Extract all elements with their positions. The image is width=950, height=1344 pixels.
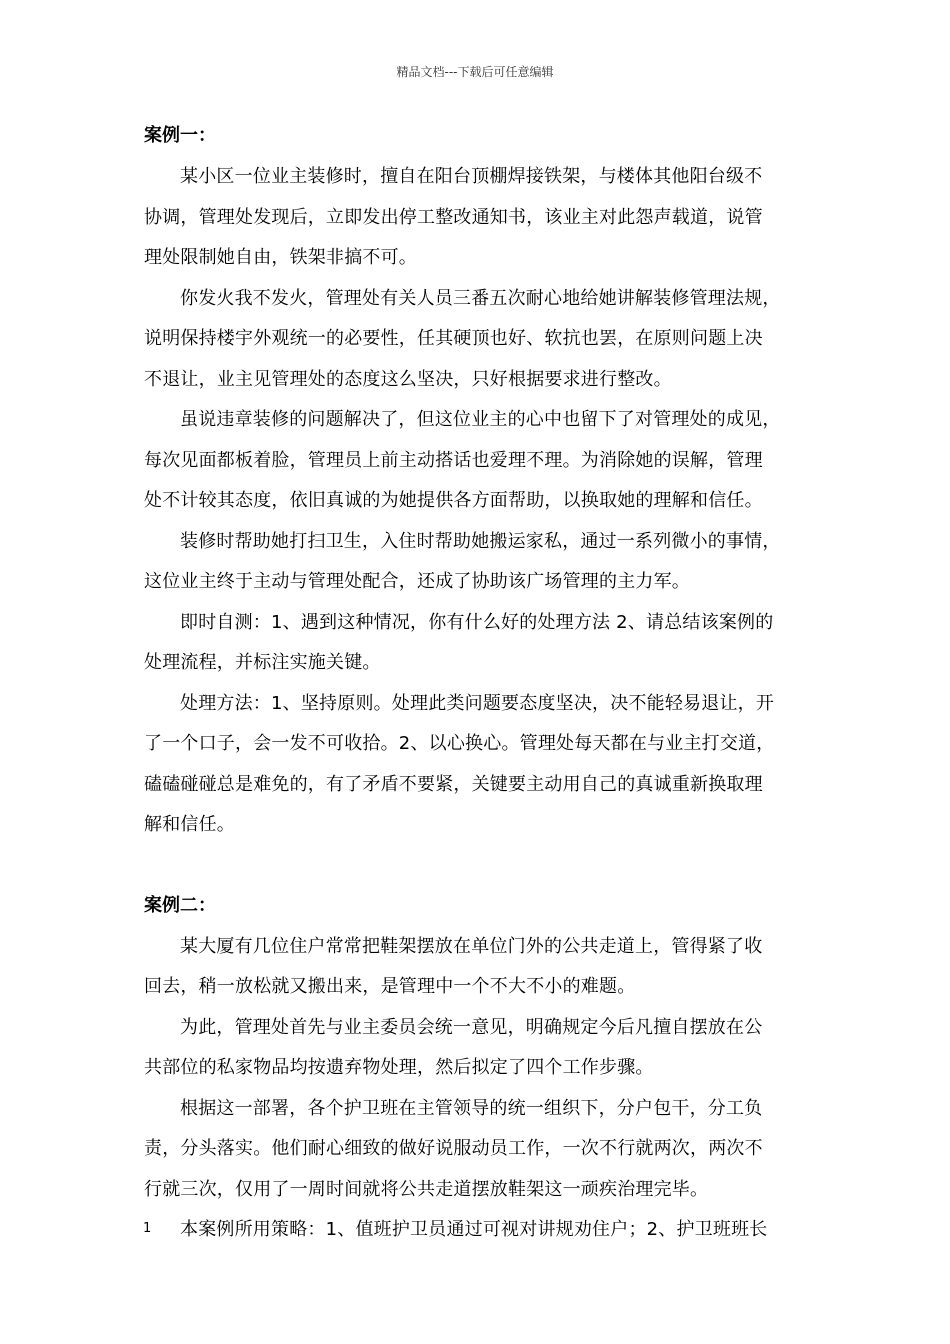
text-line: 共部位的私家物品均按遗弃物处理，然后拟定了四个工作步骤。 (144, 1057, 654, 1078)
text-line: 责，分头落实。他们耐心细致的做好说服动员工作，一次不行就两次，两次不 (144, 1138, 763, 1159)
text-line: 你发火我不发火，管理处有关人员三番五次耐心地给她讲解装修管理法规， (180, 287, 781, 309)
text-line: 处不计较其态度，依旧真诚的为她提供各方面帮助，以换取她的理解和信任。 (144, 490, 763, 511)
page-number: 1 (143, 1221, 152, 1236)
paragraph (144, 684, 816, 846)
text-line: 某小区一位业主装修时，擅自在阳台顶棚焊接铁架，与楼体其他阳台级不 (180, 166, 763, 187)
text-line: 为此，管理处首先与业主委员会统一意见，明确规定今后凡擅自摆放在公 (180, 1016, 763, 1038)
text-line: 回去，稍一放松就又搬出来，是管理中一个不大不小的难题。 (144, 976, 636, 997)
document-body (144, 122, 816, 1251)
paragraph (144, 400, 816, 522)
text-line: 解和信任。 (144, 814, 235, 835)
text-line: 这位业主终于主动与管理处配合，还成了协助该广场管理的主力军。 (144, 571, 690, 592)
paragraph (144, 1210, 816, 1251)
text-line: 协调，管理处发现后，立即发出停工整改通知书，该业主对此怨声载道，说管 (144, 206, 763, 228)
text-line: 根据这一部署，各个护卫班在主管领导的统一组织下，分户包干，分工负 (180, 1097, 763, 1119)
text-line: 处理流程，并标注实施关键。 (144, 652, 381, 673)
text-line: 本案例所用策略：1、值班护卫员通过可视对讲规劝住户；2、护卫班班长 (180, 1219, 768, 1240)
text-line: 某大厦有几位住户常常把鞋架摆放在单位门外的公共走道上，管得紧了收 (180, 935, 763, 957)
paragraph (144, 1089, 816, 1211)
paragraph (144, 1008, 816, 1089)
text-line: 磕磕碰碰总是难免的，有了矛盾不要紧，关键要主动用自己的真诚重新换取理 (144, 773, 763, 795)
paragraph (144, 157, 816, 279)
text-line: 不退让，业主见管理处的态度这么坚决，只好根据要求进行整改。 (144, 368, 672, 390)
page-header: 精品文档---下载后可任意编辑 (396, 65, 554, 79)
text-line: 了一个口子，会一发不可收拾。2、以心换心。管理处每天都在与业主打交道， (144, 733, 775, 754)
text-line: 每次见面都板着脸，管理员上前主动搭话也爱理不理。为消除她的误解，管理 (144, 449, 763, 471)
text-line: 装修时帮助她打扫卫生，入住时帮助她搬运家私，通过一系列微小的事情， (180, 530, 781, 552)
text-line: 虽说违章装修的问题解决了，但这位业主的心中也留下了对管理处的成见， (180, 409, 781, 430)
case-two-heading: 案例二： (144, 894, 216, 916)
case-two-section (144, 892, 816, 1251)
text-line: 理处限制她自由，铁架非搞不可。 (144, 247, 417, 268)
text-line: 处理方法：1、坚持原则。处理此类问题要态度坚决，决不能轻易退让，开 (180, 692, 775, 714)
text-line: 说明保持楼宇外观统一的必要性，任其硬顶也好、软抗也罢，在原则问题上决 (144, 328, 763, 349)
case-one-section (144, 122, 816, 846)
paragraph (144, 279, 816, 401)
paragraph (144, 927, 816, 1008)
text-line: 即时自测：1、遇到这种情况，你有什么好的处理方法 2、请总结该案例的 (180, 611, 774, 633)
case-one-heading: 案例一： (144, 125, 216, 146)
paragraph (144, 603, 816, 684)
paragraph (144, 522, 816, 603)
text-line: 行就三次，仅用了一周时间就将公共走道摆放鞋架这一顽疾治理完毕。 (144, 1178, 709, 1200)
